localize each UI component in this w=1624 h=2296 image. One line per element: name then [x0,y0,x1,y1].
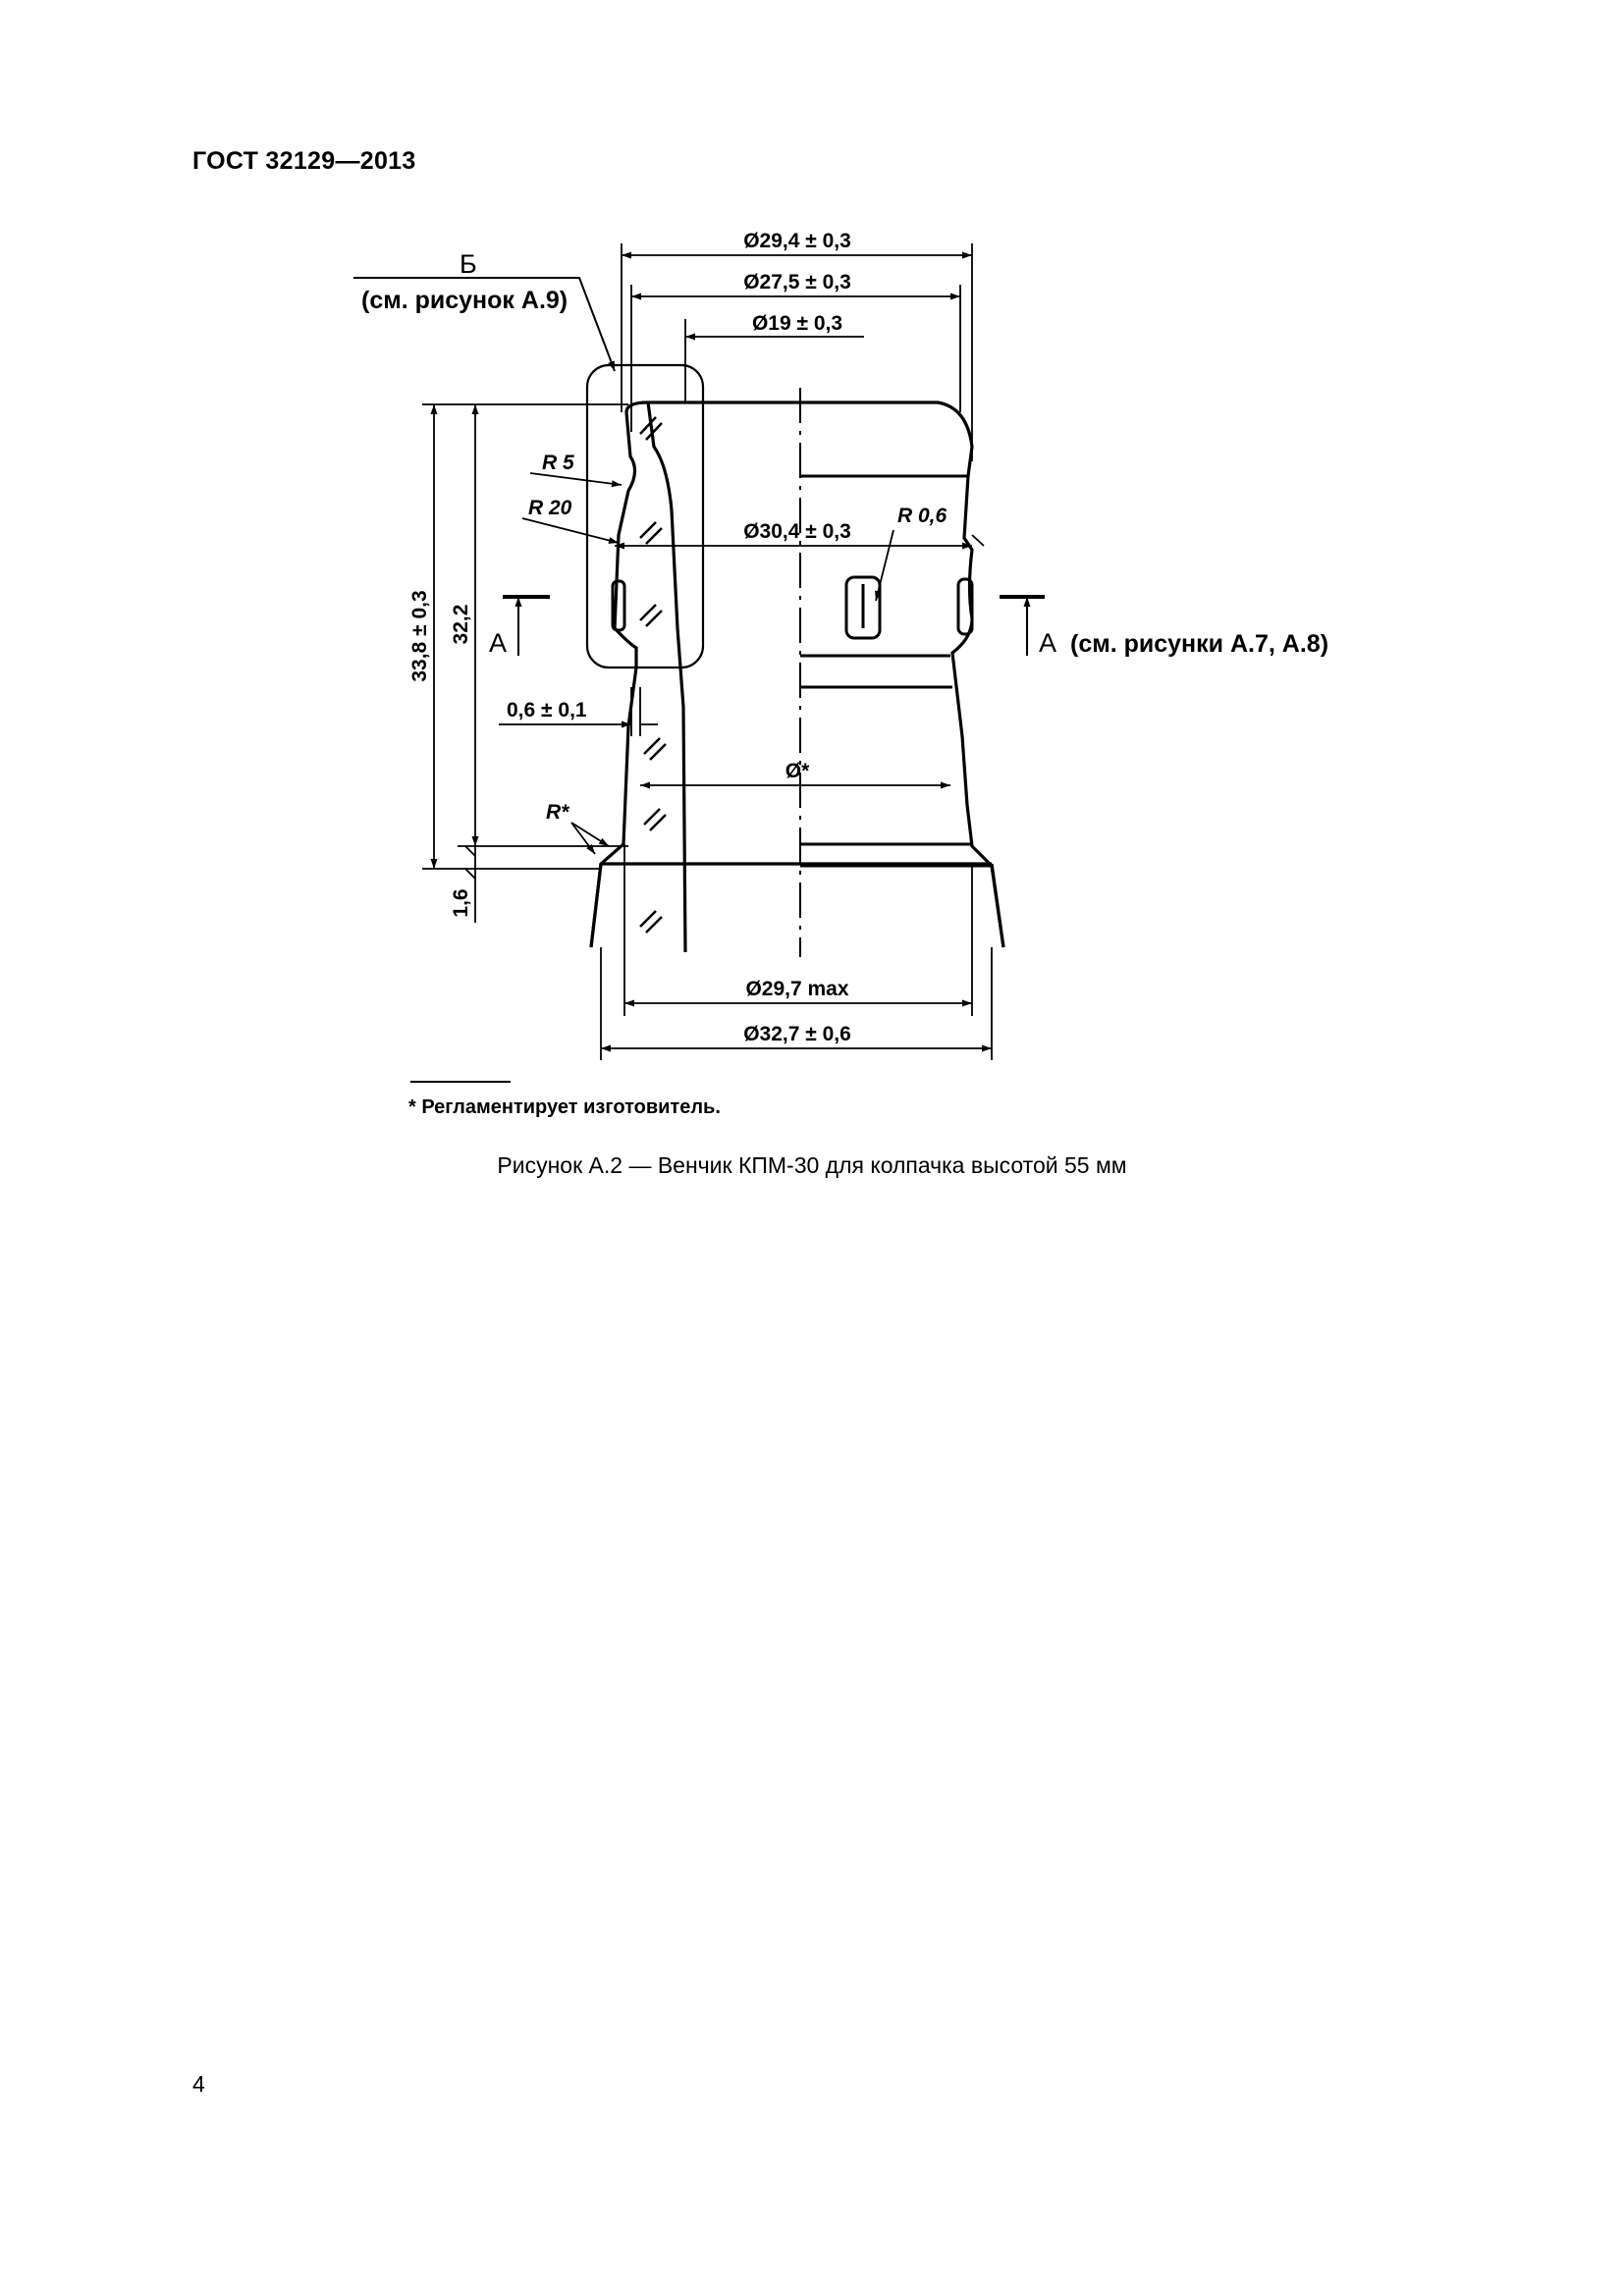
section-markers [503,597,1045,656]
section-hatching [640,417,666,933]
radius-r5: R 5 [542,452,574,474]
dim-height-32-2: 32,2 [450,604,472,645]
part-outline [591,402,1003,952]
dim-diameter-32-7: Ø32,7 ± 0,6 [743,1023,851,1045]
radius-r0-6: R 0,6 [897,505,947,527]
detail-b-frame [587,365,703,667]
dim-diameter-29-4: Ø29,4 ± 0,3 [743,230,851,252]
page-number: 4 [192,2071,205,2097]
dim-diameter-star: Ø* [785,760,810,782]
figure-caption: Рисунок А.2 — Венчик КПМ-30 для колпачка высотой 55 мм [497,1152,1127,1178]
document-header: ГОСТ 32129—2013 [192,147,416,175]
section-label-left: А [489,628,508,658]
detail-b-reference: (см. рисунок А.9) [361,287,568,314]
dimension-lines [422,243,992,1060]
dim-diameter-19: Ø19 ± 0,3 [751,312,843,335]
dim-height-33-8: 33,8 ± 0,3 [408,590,431,682]
dim-diameter-27-5: Ø27,5 ± 0,3 [743,271,851,294]
window-slots [613,577,972,638]
radius-r20: R 20 [528,497,572,519]
footnote: * Регламентирует изготовитель. [408,1096,721,1118]
dim-diameter-29-7: Ø29,7 max [745,978,849,1000]
section-label-right: А [1039,628,1057,658]
dim-height-1-6: 1,6 [450,888,472,918]
section-reference: (см. рисунки А.7, А.8) [1070,630,1329,658]
detail-b-label: Б [460,249,477,279]
dim-wall-thickness: 0,6 ± 0,1 [507,699,587,721]
technical-drawing [0,0,1624,1139]
radius-r-star: R* [546,801,569,824]
dim-diameter-30-4: Ø30,4 ± 0,3 [743,520,851,543]
